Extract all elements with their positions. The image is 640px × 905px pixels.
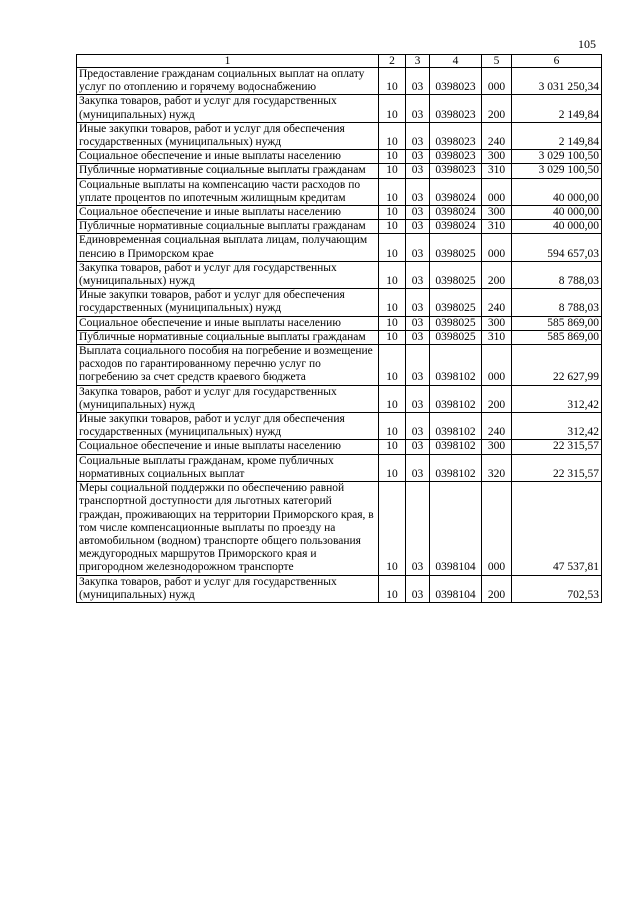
row-expense-type-cell: 310 xyxy=(482,164,512,178)
row-name-cell: Социальное обеспечение и иные выплаты населению xyxy=(77,150,379,164)
table-row xyxy=(77,234,602,261)
row-name-cell: Закупка товаров, работ и услуг для государственных (муниципальных) нужд xyxy=(77,95,379,122)
row-section-cell: 10 xyxy=(379,289,406,316)
row-section-cell: 10 xyxy=(379,95,406,122)
table-row xyxy=(77,164,602,178)
table-row xyxy=(77,150,602,164)
row-name-cell: Выплата социального пособия на погребение и возмещение расходов по гарантированному перечню услуг по погребению за счет средств краевого бюджета xyxy=(77,345,379,386)
row-amount-cell: 585 869,00 xyxy=(512,330,602,344)
row-amount-cell: 8 788,03 xyxy=(512,261,602,288)
row-section-cell: 10 xyxy=(379,164,406,178)
table-row xyxy=(77,575,602,602)
row-section-cell: 10 xyxy=(379,385,406,412)
row-section-cell: 10 xyxy=(379,330,406,344)
row-expense-type-cell: 300 xyxy=(482,206,512,220)
table-row xyxy=(77,316,602,330)
row-target-code-cell: 0398024 xyxy=(430,206,482,220)
table-row xyxy=(77,385,602,412)
table-header-row xyxy=(77,55,602,68)
row-expense-type-cell: 240 xyxy=(482,413,512,440)
row-expense-type-cell: 000 xyxy=(482,234,512,261)
row-section-cell: 10 xyxy=(379,150,406,164)
row-section-cell: 10 xyxy=(379,261,406,288)
budget-table xyxy=(76,54,602,603)
row-target-code-cell: 0398023 xyxy=(430,122,482,149)
row-subsection-cell: 03 xyxy=(406,95,430,122)
row-expense-type-cell: 300 xyxy=(482,150,512,164)
table-row xyxy=(77,178,602,205)
row-name-cell: Иные закупки товаров, работ и услуг для обеспечения государственных (муниципальных) нужд xyxy=(77,122,379,149)
page-number: 105 xyxy=(578,37,596,51)
header-cell-1: 1 xyxy=(77,55,379,68)
row-target-code-cell: 0398104 xyxy=(430,575,482,602)
table-row xyxy=(77,206,602,220)
row-subsection-cell: 03 xyxy=(406,122,430,149)
row-subsection-cell: 03 xyxy=(406,575,430,602)
row-name-cell: Закупка товаров, работ и услуг для государственных (муниципальных) нужд xyxy=(77,575,379,602)
row-amount-cell: 312,42 xyxy=(512,413,602,440)
row-name-cell: Публичные нормативные социальные выплаты гражданам xyxy=(77,330,379,344)
row-name-cell: Социальные выплаты гражданам, кроме публичных нормативных социальных выплат xyxy=(77,454,379,481)
row-name-cell: Закупка товаров, работ и услуг для государственных (муниципальных) нужд xyxy=(77,385,379,412)
row-subsection-cell: 03 xyxy=(406,330,430,344)
row-amount-cell: 22 627,99 xyxy=(512,345,602,386)
row-amount-cell: 3 029 100,50 xyxy=(512,164,602,178)
row-expense-type-cell: 000 xyxy=(482,482,512,575)
row-subsection-cell: 03 xyxy=(406,68,430,95)
row-name-cell: Социальное обеспечение и иные выплаты населению xyxy=(77,206,379,220)
row-target-code-cell: 0398104 xyxy=(430,482,482,575)
table-row xyxy=(77,413,602,440)
row-amount-cell: 3 029 100,50 xyxy=(512,150,602,164)
row-subsection-cell: 03 xyxy=(406,289,430,316)
row-target-code-cell: 0398025 xyxy=(430,261,482,288)
row-amount-cell: 40 000,00 xyxy=(512,206,602,220)
row-amount-cell: 2 149,84 xyxy=(512,95,602,122)
table-row xyxy=(77,345,602,386)
row-target-code-cell: 0398025 xyxy=(430,289,482,316)
row-subsection-cell: 03 xyxy=(406,261,430,288)
row-section-cell: 10 xyxy=(379,413,406,440)
header-cell-3: 3 xyxy=(406,55,430,68)
row-section-cell: 10 xyxy=(379,345,406,386)
row-target-code-cell: 0398025 xyxy=(430,316,482,330)
table-row xyxy=(77,122,602,149)
row-target-code-cell: 0398102 xyxy=(430,454,482,481)
row-section-cell: 10 xyxy=(379,206,406,220)
row-amount-cell: 47 537,81 xyxy=(512,482,602,575)
row-name-cell: Социальное обеспечение и иные выплаты населению xyxy=(77,316,379,330)
row-section-cell: 10 xyxy=(379,440,406,454)
header-cell-6: 6 xyxy=(512,55,602,68)
row-subsection-cell: 03 xyxy=(406,345,430,386)
row-target-code-cell: 0398024 xyxy=(430,178,482,205)
table-row xyxy=(77,68,602,95)
row-target-code-cell: 0398102 xyxy=(430,413,482,440)
row-expense-type-cell: 000 xyxy=(482,68,512,95)
row-subsection-cell: 03 xyxy=(406,413,430,440)
row-name-cell: Социальные выплаты на компенсацию части расходов по уплате процентов по ипотечным жилищным кредитам xyxy=(77,178,379,205)
row-target-code-cell: 0398102 xyxy=(430,440,482,454)
row-amount-cell: 3 031 250,34 xyxy=(512,68,602,95)
row-expense-type-cell: 200 xyxy=(482,385,512,412)
row-subsection-cell: 03 xyxy=(406,220,430,234)
row-target-code-cell: 0398023 xyxy=(430,68,482,95)
table-row xyxy=(77,330,602,344)
table-row xyxy=(77,454,602,481)
row-target-code-cell: 0398023 xyxy=(430,95,482,122)
row-subsection-cell: 03 xyxy=(406,164,430,178)
table-row xyxy=(77,482,602,575)
row-amount-cell: 594 657,03 xyxy=(512,234,602,261)
row-amount-cell: 40 000,00 xyxy=(512,178,602,205)
row-expense-type-cell: 000 xyxy=(482,345,512,386)
row-section-cell: 10 xyxy=(379,178,406,205)
row-name-cell: Меры социальной поддержки по обеспечению равной транспортной доступности для льготных категорий граждан, проживающих на территории Приморского края, в том числе компенсационные выплаты по проезду на автомобильном (водном) транспорте общего пользования междугородных маршрутов Приморского края и пригородном железнодорожном транспорте xyxy=(77,482,379,575)
row-section-cell: 10 xyxy=(379,454,406,481)
table-row xyxy=(77,289,602,316)
row-section-cell: 10 xyxy=(379,316,406,330)
row-section-cell: 10 xyxy=(379,482,406,575)
row-expense-type-cell: 200 xyxy=(482,575,512,602)
row-expense-type-cell: 240 xyxy=(482,122,512,149)
row-target-code-cell: 0398024 xyxy=(430,220,482,234)
table-row xyxy=(77,440,602,454)
row-subsection-cell: 03 xyxy=(406,385,430,412)
row-subsection-cell: 03 xyxy=(406,234,430,261)
row-expense-type-cell: 310 xyxy=(482,220,512,234)
row-amount-cell: 8 788,03 xyxy=(512,289,602,316)
table-row xyxy=(77,220,602,234)
row-expense-type-cell: 320 xyxy=(482,454,512,481)
row-expense-type-cell: 200 xyxy=(482,95,512,122)
row-section-cell: 10 xyxy=(379,234,406,261)
row-target-code-cell: 0398102 xyxy=(430,345,482,386)
row-expense-type-cell: 310 xyxy=(482,330,512,344)
row-amount-cell: 2 149,84 xyxy=(512,122,602,149)
row-subsection-cell: 03 xyxy=(406,206,430,220)
table-row xyxy=(77,95,602,122)
header-cell-4: 4 xyxy=(430,55,482,68)
row-section-cell: 10 xyxy=(379,575,406,602)
row-subsection-cell: 03 xyxy=(406,482,430,575)
row-name-cell: Закупка товаров, работ и услуг для государственных (муниципальных) нужд xyxy=(77,261,379,288)
row-expense-type-cell: 240 xyxy=(482,289,512,316)
row-target-code-cell: 0398025 xyxy=(430,330,482,344)
row-target-code-cell: 0398025 xyxy=(430,234,482,261)
header-cell-5: 5 xyxy=(482,55,512,68)
row-amount-cell: 22 315,57 xyxy=(512,454,602,481)
row-name-cell: Иные закупки товаров, работ и услуг для обеспечения государственных (муниципальных) нужд xyxy=(77,289,379,316)
row-expense-type-cell: 300 xyxy=(482,316,512,330)
row-amount-cell: 585 869,00 xyxy=(512,316,602,330)
row-subsection-cell: 03 xyxy=(406,316,430,330)
row-section-cell: 10 xyxy=(379,122,406,149)
row-name-cell: Иные закупки товаров, работ и услуг для обеспечения государственных (муниципальных) нужд xyxy=(77,413,379,440)
row-expense-type-cell: 300 xyxy=(482,440,512,454)
row-name-cell: Социальное обеспечение и иные выплаты населению xyxy=(77,440,379,454)
row-subsection-cell: 03 xyxy=(406,150,430,164)
row-expense-type-cell: 200 xyxy=(482,261,512,288)
row-subsection-cell: 03 xyxy=(406,440,430,454)
row-name-cell: Публичные нормативные социальные выплаты гражданам xyxy=(77,164,379,178)
row-section-cell: 10 xyxy=(379,68,406,95)
row-subsection-cell: 03 xyxy=(406,454,430,481)
row-section-cell: 10 xyxy=(379,220,406,234)
row-amount-cell: 22 315,57 xyxy=(512,440,602,454)
row-name-cell: Предоставление гражданам социальных выплат на оплату услуг по отоплению и горячему водоснабжению xyxy=(77,68,379,95)
table-row xyxy=(77,261,602,288)
row-amount-cell: 312,42 xyxy=(512,385,602,412)
row-name-cell: Единовременная социальная выплата лицам, получающим пенсию в Приморском крае xyxy=(77,234,379,261)
row-target-code-cell: 0398102 xyxy=(430,385,482,412)
row-expense-type-cell: 000 xyxy=(482,178,512,205)
row-target-code-cell: 0398023 xyxy=(430,150,482,164)
row-amount-cell: 702,53 xyxy=(512,575,602,602)
row-target-code-cell: 0398023 xyxy=(430,164,482,178)
row-name-cell: Публичные нормативные социальные выплаты гражданам xyxy=(77,220,379,234)
row-amount-cell: 40 000,00 xyxy=(512,220,602,234)
row-subsection-cell: 03 xyxy=(406,178,430,205)
header-cell-2: 2 xyxy=(379,55,406,68)
